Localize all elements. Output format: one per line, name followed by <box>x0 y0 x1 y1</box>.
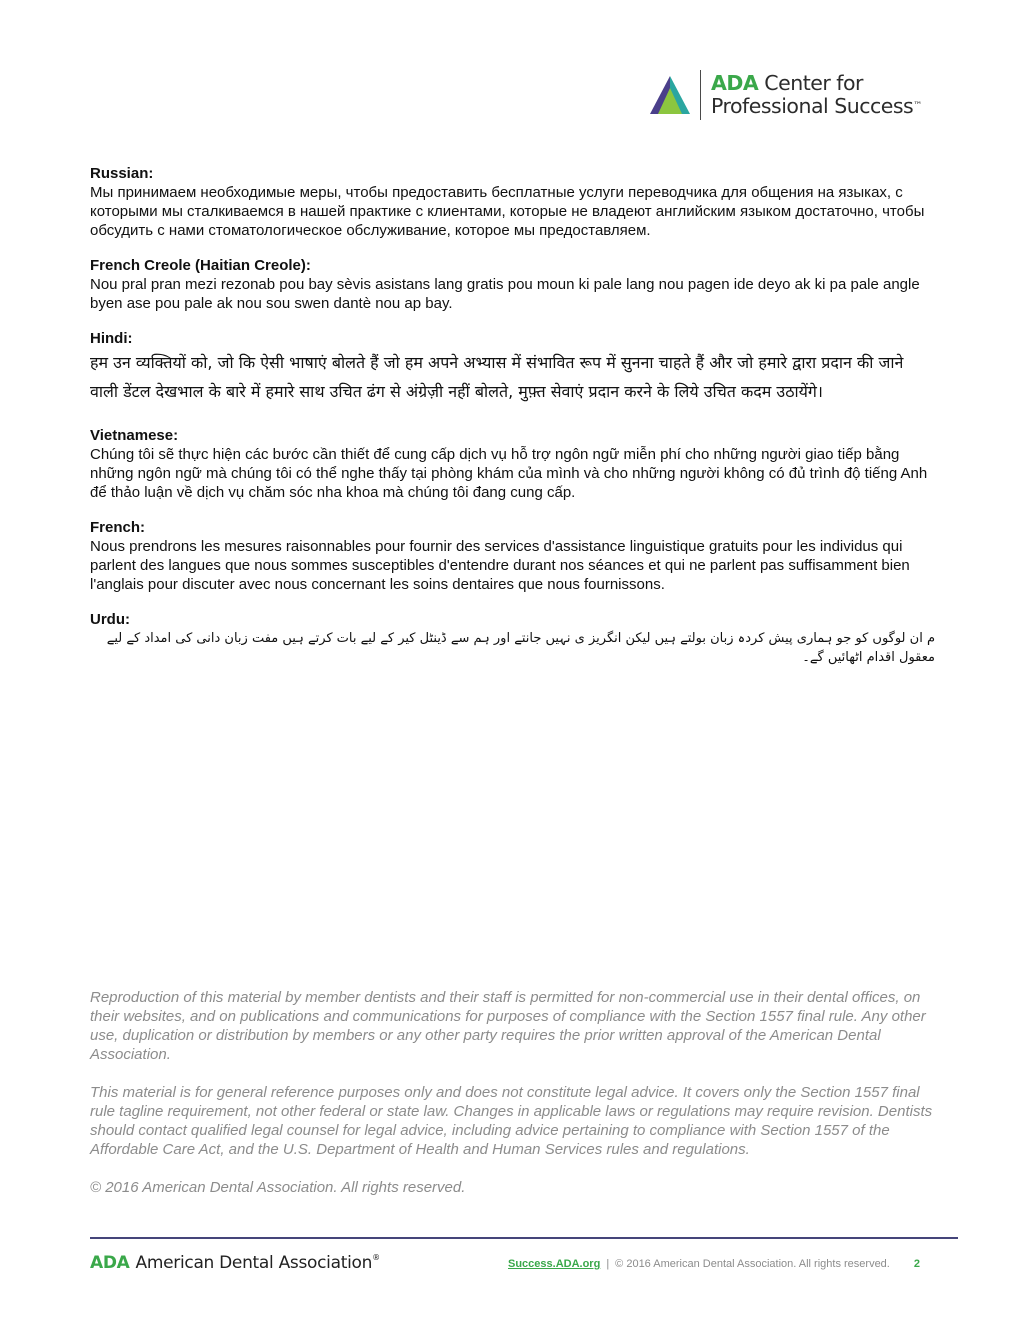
footer-logo-name: American Dental Association <box>135 1253 373 1273</box>
tagline-content <box>90 164 935 683</box>
ada-triangle-logo-icon <box>648 74 692 116</box>
ada-cps-logo <box>648 70 948 122</box>
section-text: Мы принимаем необходимые меры, чтобы предоставить бесплатные услуги переводчика для общения на языках, с которыми мы сталкиваемся в нашей практике с клиентами, которые не владеют английским языком достаточно, чтобы обсудить с нами стоматологическое обслуживание, которое мы предоставляем. <box>90 184 925 239</box>
footer-logo-reg: ® <box>372 1253 380 1262</box>
footer-info <box>508 1258 920 1270</box>
page-number: 2 <box>913 1258 920 1270</box>
footer-copyright: © 2016 American Dental Association. All rights reserved. <box>615 1258 890 1270</box>
section-heading: Urdu: <box>90 611 130 628</box>
disclaimer <box>90 988 935 1216</box>
footer-url-link[interactable]: Success.ADA.org <box>508 1258 601 1270</box>
logo-wordmark: ADA Center for Professional Success™ <box>711 71 922 118</box>
section-vietnamese <box>90 426 935 502</box>
section-haitian-creole <box>90 256 935 313</box>
section-urdu <box>90 610 935 667</box>
section-heading: Vietnamese: <box>90 427 179 444</box>
section-text: م ان لوگوں کو جو ہماری پیش کردہ زبان بولتے ہیں لیکن انگریز ی نہیں جانتے اور ہم سے ڈینٹل کیر کے لیے بات کرتے ہیں مفت زبان دانی کی امداد کے لیے معقول اقدام اٹھائیں گے۔ <box>106 631 935 665</box>
section-french <box>90 518 935 594</box>
disclaimer-reproduction: Reproduction of this material by member dentists and their staff is permitted for non-commercial use in their dental offices, on their websites, and on publications and communications for purposes of compliance with the Section 1557 final rule. Any other use, duplication or distribution by members or any other party requires the prior written approval of the American Dental Association. <box>90 989 926 1063</box>
section-heading: Hindi: <box>90 330 133 347</box>
section-text: हम उन व्यक्तियों को, जो कि ऐसी भाषाएं बोलते हैं जो हम अपने अभ्यास में संभावित रूप में सुनना चाहते हैं और जो हमारे द्वारा प्रदान की जाने वाली डेंटल देखभाल के बारे में हमारे साथ उचित ढंग से अंग्रेज़ी नहीं बोलते, मुफ़्त सेवाएं प्रदान करने के लिये उचित कदम उठायेंगे। <box>90 353 904 401</box>
section-russian <box>90 164 935 240</box>
section-heading: French Creole (Haitian Creole): <box>90 257 311 274</box>
section-heading: Russian: <box>90 165 154 182</box>
footer-separator: | <box>606 1258 610 1270</box>
section-text: Nous prendrons les mesures raisonnables pour fournir des services d'assistance linguistique gratuits pour les individus qui parlent des langues que nous sommes susceptibles d'entendre durant nos séances et qui ne parlent pas suffisamment bien l'anglais pour discuter avec nous concernant les soins dentaires que nous fournissons. <box>90 538 910 593</box>
footer-divider <box>90 1237 958 1239</box>
disclaimer-legal: This material is for general reference purposes only and does not constitute legal advice. It covers only the Section 1557 final rule tagline requirement, not other federal or state law. Changes in applicable laws or regulations may require revision. Dentists should contact qualified legal counsel for legal advice, including advice pertaining to compliance with Section 1557 of the Affordable Care Act, and the U.S. Department of Health and Human Services rules and regulations. <box>90 1084 933 1158</box>
section-text: Chúng tôi sẽ thực hiện các bước cần thiết để cung cấp dịch vụ hỗ trợ ngôn ngữ miễn phí cho những người giao tiếp bằng những ngôn ngữ mà chúng tôi có thể nghe thấy tại phòng khám của mình và cho những người không có đủ trình độ tiếng Anh để thảo luận về dịch vụ chăm sóc nha khoa mà chúng tôi đang cung cấp. <box>90 446 928 501</box>
ada-footer-logo <box>90 1253 380 1273</box>
section-heading: French: <box>90 519 146 536</box>
footer-logo-brand: ADA <box>90 1253 130 1273</box>
section-text: Nou pral pran mezi rezonab pou bay sèvis asistans lang gratis pou moun ki pale lang nou pagen ide deyo ak ki pa pale angle byen ase pou pale ak nou sou swen dantè nou ap bay. <box>90 276 920 312</box>
logo-divider <box>700 70 701 120</box>
section-hindi <box>90 329 935 406</box>
disclaimer-copyright: © 2016 American Dental Association. All rights reserved. <box>90 1179 466 1196</box>
